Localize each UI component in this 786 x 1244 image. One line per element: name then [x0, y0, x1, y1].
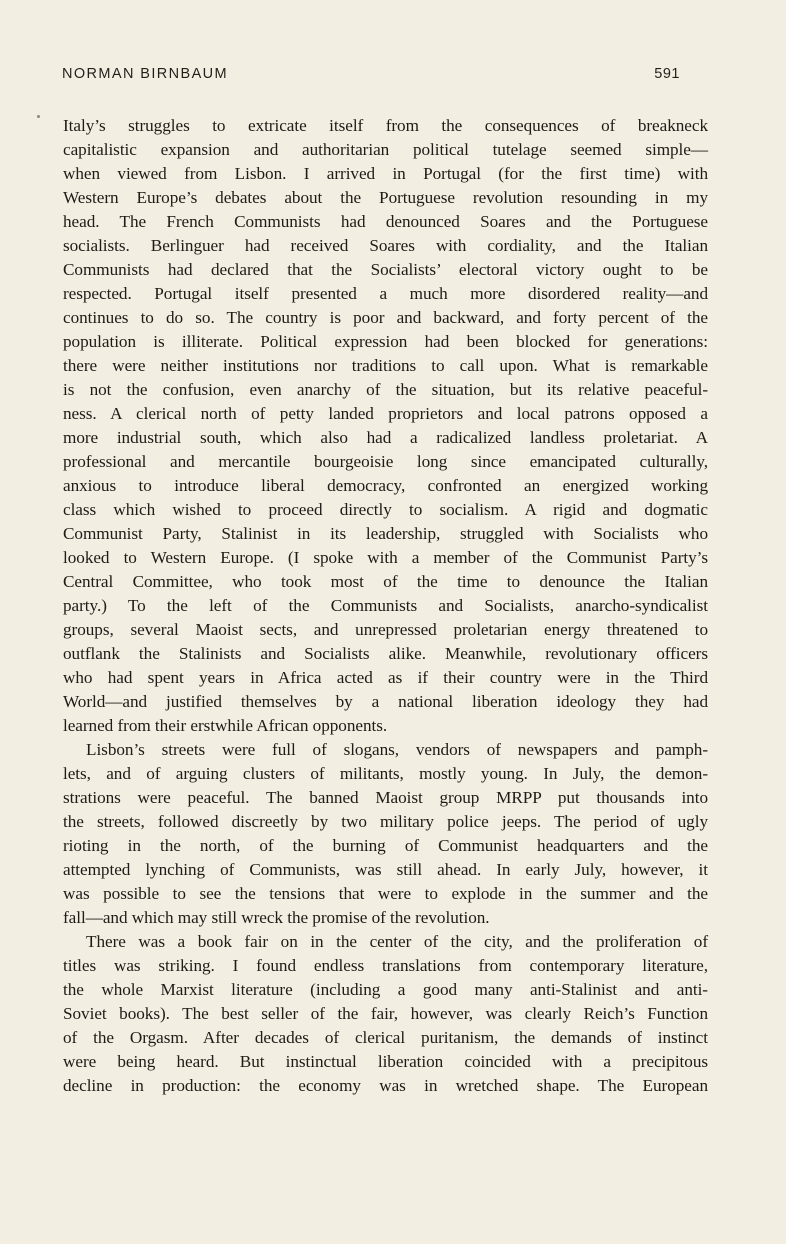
text-line: anxious to introduce liberal democracy, confronted an energized working [63, 476, 708, 495]
print-speck [37, 115, 40, 118]
text-line: the whole Marxist literature (including a good many anti-Stalinist and anti- [63, 980, 708, 999]
text-line: Central Committee, who took most of the time to denounce the Italian [63, 572, 708, 591]
text-line: Western Europe’s debates about the Portuguese revolution resounding in my [63, 188, 708, 207]
text-line: learned from their erstwhile African opponents. [63, 716, 388, 735]
text-line: population is illiterate. Political expression had been blocked for generations: [63, 332, 708, 351]
text-line: more industrial south, which also had a radicalized landless proletariat. A [63, 428, 708, 447]
text-line: World—and justified themselves by a national liberation ideology they had [63, 692, 708, 711]
text-line: Communist Party, Stalinist in its leadership, struggled with Socialists who [63, 524, 708, 543]
text-line: were being heard. But instinctual liberation coincided with a precipitous [63, 1052, 708, 1071]
text-line: Italy’s struggles to extricate itself from the consequences of breakneck [63, 116, 708, 135]
paragraph [63, 930, 708, 1098]
text-line: head. The French Communists had denounced Soares and the Portuguese [63, 212, 708, 231]
text-line: socialists. Berlinguer had received Soares with cordiality, and the Italian [63, 236, 708, 255]
body-text [63, 114, 708, 1098]
text-line: Lisbon’s streets were full of slogans, vendors of newspapers and pamph- [86, 740, 708, 759]
text-line: rioting in the north, of the burning of Communist headquarters and the [63, 836, 708, 855]
page-header [62, 66, 680, 86]
text-line: of the Orgasm. After decades of clerical puritanism, the demands of instinct [63, 1028, 708, 1047]
paragraph [63, 738, 708, 930]
text-line: decline in production: the economy was in wretched shape. The European [63, 1076, 708, 1095]
text-line: respected. Portugal itself presented a much more disordered reality—and [63, 284, 708, 303]
text-line: capitalistic expansion and authoritarian political tutelage seemed simple— [63, 140, 708, 159]
page-number: 591 [654, 66, 680, 82]
text-line: There was a book fair on in the center of the city, and the proliferation of [86, 932, 708, 951]
text-line: groups, several Maoist sects, and unrepressed proletarian energy threatened to [63, 620, 708, 639]
text-line: professional and mercantile bourgeoisie long since emancipated culturally, [63, 452, 708, 471]
text-line: class which wished to proceed directly to socialism. A rigid and dogmatic [63, 500, 708, 519]
text-line: the streets, followed discreetly by two military police jeeps. The period of ugly [63, 812, 708, 831]
text-line: Communists had declared that the Socialists’ electoral victory ought to be [63, 260, 708, 279]
text-line: is not the confusion, even anarchy of the situation, but its relative peaceful- [63, 380, 708, 399]
running-head: NORMAN BIRNBAUM [62, 66, 229, 82]
text-line: ness. A clerical north of petty landed proprietors and local patrons opposed a [63, 404, 708, 423]
text-line: continues to do so. The country is poor and backward, and forty percent of the [63, 308, 708, 327]
text-line: when viewed from Lisbon. I arrived in Portugal (for the first time) with [63, 164, 708, 183]
text-line: strations were peaceful. The banned Maoist group MRPP put thousands into [63, 788, 708, 807]
text-line: was possible to see the tensions that were to explode in the summer and the [63, 884, 708, 903]
paragraph [63, 114, 708, 738]
text-line: party.) To the left of the Communists and Socialists, anarcho-syndicalist [63, 596, 708, 615]
text-line: looked to Western Europe. (I spoke with a member of the Communist Party’s [63, 548, 708, 567]
text-line: fall—and which may still wreck the promise of the revolution. [63, 908, 490, 927]
text-line: lets, and of arguing clusters of militants, mostly young. In July, the demon- [63, 764, 708, 783]
text-line: there were neither institutions nor traditions to call upon. What is remarkable [63, 356, 708, 375]
text-line: outflank the Stalinists and Socialists alike. Meanwhile, revolutionary officers [63, 644, 708, 663]
text-line: who had spent years in Africa acted as if their country were in the Third [63, 668, 708, 687]
text-line: attempted lynching of Communists, was still ahead. In early July, however, it [63, 860, 708, 879]
text-line: Soviet books). The best seller of the fair, however, was clearly Reich’s Function [63, 1004, 708, 1023]
text-line: titles was striking. I found endless translations from contemporary literature, [63, 956, 708, 975]
